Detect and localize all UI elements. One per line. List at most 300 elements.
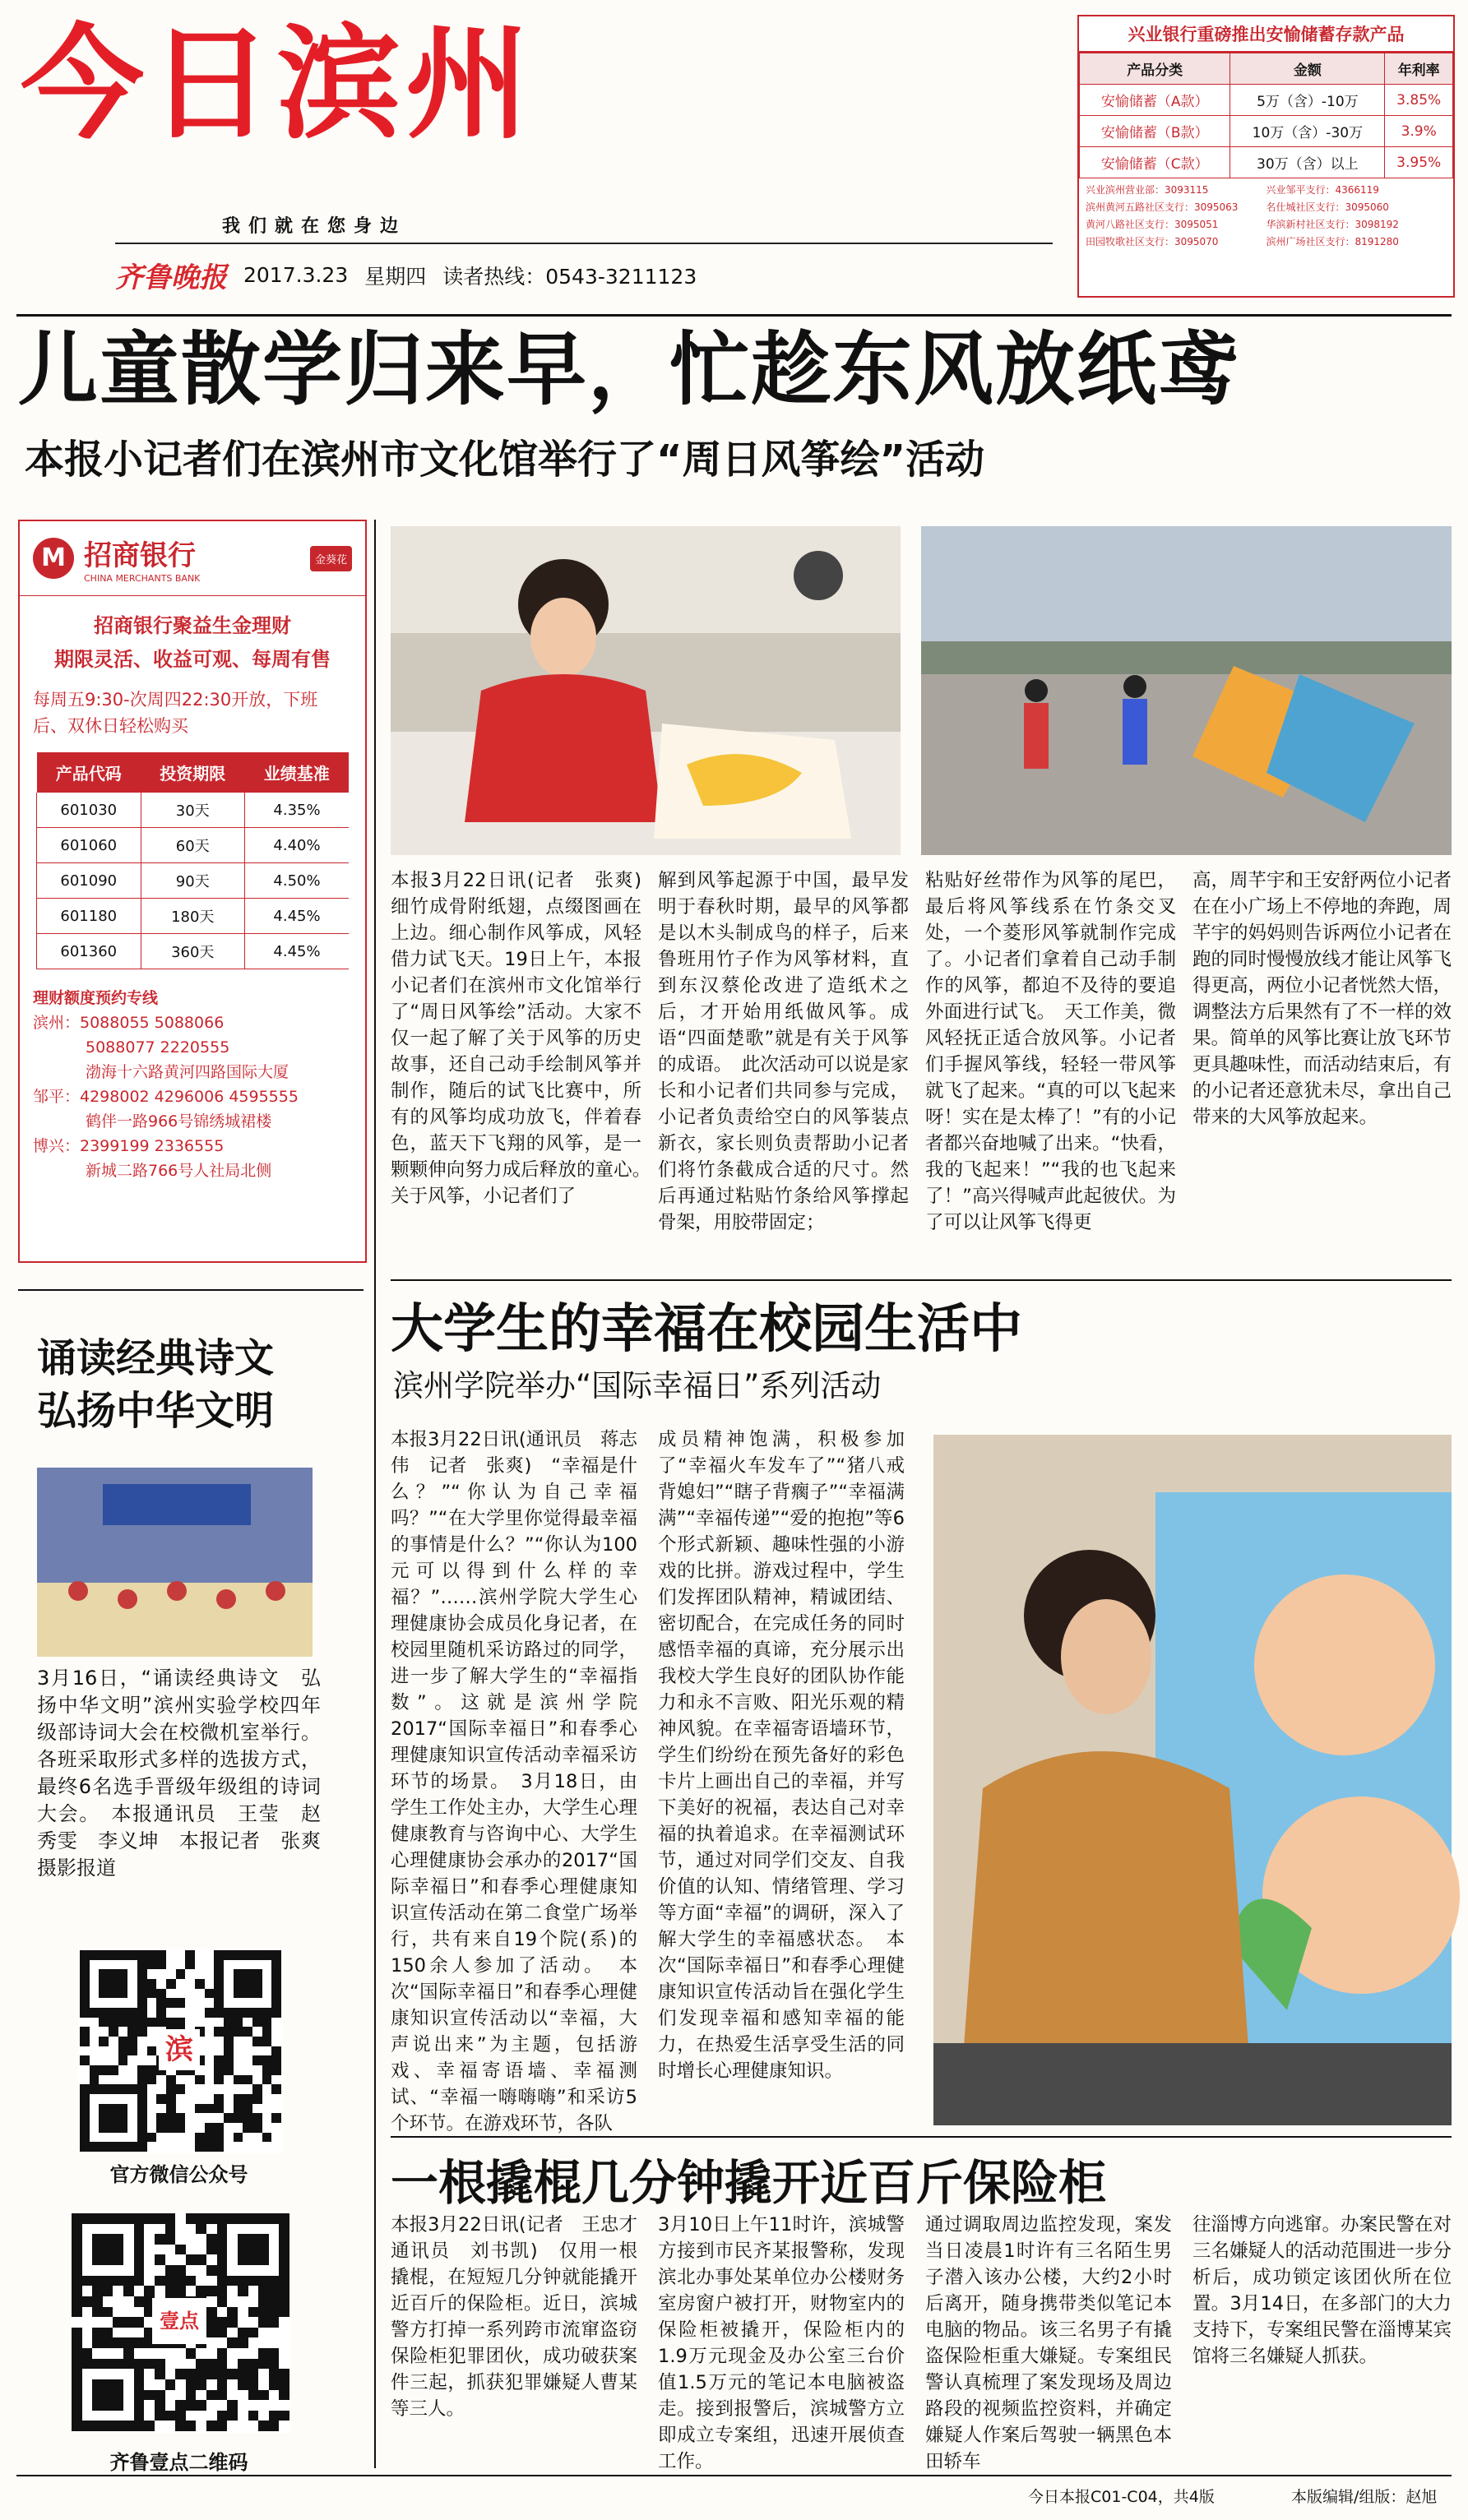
qr-module: [206, 2224, 217, 2235]
qr-module: [103, 2348, 113, 2359]
qr-module: [269, 2213, 280, 2224]
qr-module: [243, 1960, 252, 1970]
qr-module: [196, 2421, 206, 2431]
term-cell: 60天: [141, 828, 245, 863]
qr-module: [269, 2421, 280, 2431]
qr-module: [206, 2369, 217, 2379]
qr-module: [134, 2421, 145, 2431]
qr-module: [82, 2348, 93, 2359]
qr-module: [176, 1989, 186, 1999]
qr-module: [217, 2379, 228, 2390]
qr-module: [137, 1969, 147, 1979]
qr-module: [147, 1960, 157, 1970]
qr-module: [109, 2055, 118, 2065]
qr-module: [166, 2084, 176, 2094]
qr-module: [258, 2421, 269, 2431]
qr-module: [186, 2213, 197, 2224]
table-row: [37, 934, 350, 969]
story3-column: 通过调取周边监控发现，案发当日凌晨1时许有三名陌生男子潜入该办公楼，大约2小时后离开，随身携带类似笔记本电脑的物品。该三名男子有撬盗保险柜重大嫌疑。专案组民警认真梳理了案发现场及周边路段的视频监控资料，并确定嫌疑人作案后驾驶一辆黑色本田轿车: [925, 2214, 1172, 2472]
qr-module: [258, 2359, 269, 2370]
qr-module: [186, 2359, 197, 2370]
qr-module: [217, 2400, 228, 2411]
story2-rule: [391, 1279, 1452, 1281]
qr-module: [279, 2421, 289, 2431]
qr-module: [165, 2254, 176, 2265]
qr-module: [269, 2307, 280, 2318]
qr-module: [252, 1969, 262, 1979]
qr-module: [118, 2094, 128, 2104]
qr-module: [214, 2084, 224, 2094]
qr-module: [155, 2224, 165, 2235]
qr-module: [127, 2094, 137, 2104]
wechat-qr-label: 官方微信公众号: [109, 2163, 248, 2186]
qr-module: [234, 2046, 243, 2056]
qr-module: [166, 1960, 176, 1970]
yield-cell: 4.40%: [245, 828, 350, 863]
qr-module: [176, 2104, 186, 2114]
qr-module: [206, 2411, 217, 2421]
hotline-line: 鹤伴一路966号锦绣城裙楼: [86, 1112, 272, 1131]
qr-module: [147, 2008, 157, 2018]
qr-module: [123, 2265, 134, 2276]
qr-module: [156, 2113, 166, 2123]
qr-module: [279, 2296, 289, 2307]
qr-module: [92, 2421, 103, 2431]
qr-module: [234, 1969, 243, 1979]
qr-module: [206, 2307, 217, 2318]
cmb-bank-ad[interactable]: [18, 520, 367, 1263]
hotline-line: 渤海十六路黄河四路国际大厦: [86, 1063, 289, 1081]
qr-module: [155, 2348, 165, 2359]
qr-module: [103, 2337, 113, 2348]
qr-module: [252, 2094, 262, 2104]
xingye-branch-list: [1079, 178, 1453, 254]
qr-module: [262, 2123, 272, 2133]
qr-module: [80, 1950, 90, 1960]
qr-module: [123, 2286, 134, 2296]
qr-module: [205, 2027, 215, 2037]
qr-module: [186, 2379, 197, 2390]
qr-module: [127, 1989, 137, 1999]
qr-module: [185, 2094, 195, 2104]
qr-module: [103, 2265, 113, 2276]
qr-module: [205, 2008, 215, 2018]
qr-module: [243, 2075, 252, 2085]
qr-module: [234, 2075, 243, 2085]
qr-module: [214, 2055, 224, 2065]
qr-module: [109, 2104, 118, 2114]
qr-module: [186, 2234, 197, 2245]
qr-module: [134, 2307, 145, 2318]
qr-module: [99, 2084, 109, 2094]
qr-module: [147, 1950, 157, 1960]
qr-module: [99, 1950, 109, 1960]
hotline-line: 邹平：4298002 4296006 4595555: [33, 1088, 299, 1106]
qr-module: [118, 2008, 128, 2018]
qr-module: [176, 2142, 186, 2152]
qr-module: [248, 2328, 259, 2338]
qr-module: [269, 2224, 280, 2235]
qr-module: [72, 2296, 82, 2307]
qr-module: [175, 2390, 186, 2401]
qr-module: [82, 2224, 93, 2235]
qr-module: [123, 2245, 134, 2255]
xingye-header: 金额: [1230, 53, 1385, 85]
qr-module: [271, 2055, 281, 2065]
qr-module: [144, 2369, 155, 2379]
qr-module: [195, 2104, 205, 2114]
qr-module: [166, 2094, 176, 2104]
qr-module: [243, 1969, 252, 1979]
qr-module: [214, 2075, 224, 2085]
qr-module: [224, 2094, 234, 2104]
qr-module: [262, 2065, 272, 2075]
qr-module: [99, 1979, 109, 1989]
qr-module: [279, 2265, 289, 2276]
qr-module: [214, 1979, 224, 1989]
qr-module: [155, 2421, 165, 2431]
qr-module: [234, 2142, 243, 2152]
qr-module: [166, 1950, 176, 1960]
qr-module: [262, 1989, 272, 1999]
qr-module: [156, 2104, 166, 2114]
cmb-product-tagline: 期限灵活、收益可观、每周有售: [54, 648, 331, 671]
qr-module: [109, 2123, 118, 2133]
qr-module: [252, 1998, 262, 2008]
qr-module: [206, 2276, 217, 2286]
qr-module: [156, 1989, 166, 1999]
qr-module: [113, 2421, 123, 2431]
qr-module: [196, 2400, 206, 2411]
qr-module: [185, 2133, 195, 2143]
branch-item: 华滨新村社区支行：3098192: [1266, 219, 1399, 230]
qr-module: [147, 2133, 157, 2143]
story1-column: 本报3月22日讯(记者 张爽) 细竹成骨附纸翅，点缀图画在上边。细心制作风筝成，风轻借力试飞天。19日上午，本报小记者们在滨州市文化馆举行了“周日风筝绘”活动。大家不仅一起了解了关于风筝的历史故事，还自己动手绘制风筝并制作，随后的试飞比赛中，所有的风筝均成功放飞，伴着春色，蓝天下飞翔的风筝，是一颗颗伸向努力成后释放的童心。 关于风筝，小记者们了: [391, 870, 660, 1207]
xingye-bank-ad[interactable]: [1077, 15, 1455, 298]
qr-module: [90, 2104, 100, 2114]
qr-module: [80, 2094, 90, 2104]
qr-module: [185, 1969, 195, 1979]
qr-module: [205, 1989, 215, 1999]
qr-module: [214, 2133, 224, 2143]
qr-module: [243, 2084, 252, 2094]
qr-module: [80, 2075, 90, 2085]
qr-module: [165, 2348, 176, 2359]
qr-module: [156, 1960, 166, 1970]
qr-module: [234, 2008, 243, 2018]
qr-module: [127, 2037, 137, 2046]
qr-module: [109, 1950, 118, 1960]
hotline-line: 博兴：2399199 2336555: [33, 1137, 225, 1155]
qr-module: [227, 2390, 238, 2401]
qr-module: [99, 2027, 109, 2037]
qr-module: [269, 2245, 280, 2255]
qr-module: [99, 2094, 109, 2104]
qr-module: [195, 1969, 205, 1979]
qr-module: [147, 2046, 157, 2056]
footer-editor: 本版编辑/组版：赵旭: [1291, 2488, 1438, 2506]
qr-module: [224, 2027, 234, 2037]
qr-module: [127, 2084, 137, 2094]
product-cell: 安愉储蓄（B款）: [1080, 116, 1230, 147]
qr-module: [103, 2296, 113, 2307]
qr-module: [127, 2113, 137, 2123]
qr-module: [155, 2390, 165, 2401]
qr-module: [134, 2245, 145, 2255]
qr-module: [123, 2317, 134, 2328]
qr-module: [90, 1979, 100, 1989]
qr-module: [82, 2400, 93, 2411]
qr-module: [224, 1989, 234, 1999]
qr-module: [103, 2390, 113, 2401]
qr-module: [113, 2213, 123, 2224]
qr-module: [175, 2213, 186, 2224]
qr-module: [109, 2142, 118, 2152]
qr-module: [113, 2379, 123, 2390]
hotline-title: 理财额度预约专线: [33, 989, 159, 1007]
qr-module: [205, 2123, 215, 2133]
qr-module: [234, 2133, 243, 2143]
qr-module: [206, 2213, 217, 2224]
qr-module: [238, 2286, 248, 2296]
qr-module: [238, 2213, 248, 2224]
qr-module: [92, 2213, 103, 2224]
cmb-product-table: [36, 752, 349, 969]
qilu-qr-code[interactable]: [70, 2212, 288, 2430]
qr-module: [214, 1969, 224, 1979]
qr-module: [262, 2084, 272, 2094]
qr-module: [127, 2055, 137, 2065]
qr-module: [90, 1969, 100, 1979]
qr-module: [214, 2094, 224, 2104]
qr-module: [227, 2359, 238, 2370]
qr-module: [144, 2379, 155, 2390]
table-row: [37, 793, 350, 828]
qr-module: [196, 2224, 206, 2235]
product-cell: 安愉储蓄（A款）: [1080, 85, 1230, 116]
qr-module: [82, 2369, 93, 2379]
qr-module: [248, 2348, 259, 2359]
qr-module: [165, 2421, 176, 2431]
qr-module: [227, 2317, 238, 2328]
qr-module: [92, 2317, 103, 2328]
qr-module: [176, 2123, 186, 2133]
qr-module: [271, 1969, 281, 1979]
qr-module: [90, 1989, 100, 1999]
story2-title[interactable]: 大学生的幸福在校园生活中: [391, 1299, 1022, 1360]
qr-module: [206, 2296, 217, 2307]
qr-module: [103, 2369, 113, 2379]
branch-item: 名仕城社区支行：3095060: [1266, 201, 1389, 213]
masthead-rule: [115, 243, 1053, 244]
qr-module: [127, 2027, 137, 2037]
sunflower-badge: 金葵花: [310, 546, 352, 571]
qr-module: [99, 1960, 109, 1970]
qr-module: [113, 2245, 123, 2255]
qr-module: [243, 2046, 252, 2056]
qr-module: [147, 2123, 157, 2133]
qr-module: [258, 2400, 269, 2411]
qr-module: [243, 2094, 252, 2104]
qr-module: [185, 2008, 195, 2018]
wechat-qr-code[interactable]: [78, 1949, 280, 2150]
qr-module: [127, 2142, 137, 2152]
qr-module: [279, 2245, 289, 2255]
qr-module: [144, 2224, 155, 2235]
qr-module: [269, 2317, 280, 2328]
qr-module: [92, 2359, 103, 2370]
qr-module: [269, 2286, 280, 2296]
qr-module: [234, 2104, 243, 2114]
qr-module: [113, 2328, 123, 2338]
qr-module: [137, 2018, 147, 2028]
qr-module: [92, 2348, 103, 2359]
term-cell: 360天: [141, 934, 245, 969]
qr-module: [127, 2046, 137, 2056]
qr-module: [248, 2224, 259, 2235]
qr-module: [252, 2027, 262, 2037]
qr-module: [92, 2369, 103, 2379]
qr-module: [234, 1989, 243, 1999]
qr-module: [166, 1989, 176, 1999]
qr-module: [147, 2018, 157, 2028]
qr-module: [123, 2359, 134, 2370]
qr-module: [269, 2234, 280, 2245]
qr-module: [175, 2369, 186, 2379]
cmb-logo-icon: M: [33, 538, 74, 579]
qilu-qr-label: 齐鲁壹点二维码: [109, 2451, 248, 2474]
amount-cell: 30万（含）以上: [1230, 147, 1385, 178]
qr-module: [258, 2213, 269, 2224]
story1-column: 解到风筝起源于中国，最早发明于春秋时期，最早的风筝都是以木头制成鸟的样子，后来鲁班用竹子作为风筝材料，直到东汉蔡伦改进了造纸术之后，才开始用纸做风筝。成语“四面楚歌”就是有关于风筝的成语。 此次活动可以说是家长和小记者们共同参与完成，小记者负责给空白的风筝装点新衣，家长则负责帮助小记者们将竹条截成合适的尺寸。然后再通过粘贴竹条给风筝撑起骨架，用胶带固定；: [658, 870, 909, 1233]
qr-module: [123, 2213, 134, 2224]
qr-module: [82, 2213, 93, 2224]
qr-module: [118, 2075, 128, 2085]
qr-module: [127, 2104, 137, 2114]
qr-module: [165, 2369, 176, 2379]
qr-module: [118, 1979, 128, 1989]
qr-module: [99, 2055, 109, 2065]
qr-module: [123, 2328, 134, 2338]
issue-date: 2017.3.23: [243, 263, 349, 287]
qr-module: [269, 2276, 280, 2286]
qr-module: [92, 2337, 103, 2348]
qr-module: [262, 2018, 272, 2028]
story3-title[interactable]: 一根撬棍几分钟撬开近百斤保险柜: [391, 2155, 1107, 2211]
qr-module: [205, 2075, 215, 2085]
qr-module: [113, 2276, 123, 2286]
qr-module: [196, 2286, 206, 2296]
side-story-title[interactable]: [37, 1332, 274, 1437]
qr-module: [186, 2348, 197, 2359]
qr-module: [185, 2018, 195, 2028]
qr-module: [234, 2094, 243, 2104]
amount-cell: 10万（含）-30万: [1230, 116, 1385, 147]
qr-module: [99, 2123, 109, 2133]
qr-module: [185, 1998, 195, 2008]
qr-module: [134, 2234, 145, 2245]
qr-module: [262, 1998, 272, 2008]
qr-module: [185, 2113, 195, 2123]
qr-module: [252, 1979, 262, 1989]
qr-module: [252, 2133, 262, 2143]
qr-module: [137, 2113, 147, 2123]
qr-module: [80, 2037, 90, 2046]
qr-module: [82, 2245, 93, 2255]
qr-module: [195, 2018, 205, 2028]
qr-module: [166, 2123, 176, 2133]
qr-module: [217, 2245, 228, 2255]
qr-module: [205, 2055, 215, 2065]
masthead-title: 今日滨州: [21, 13, 535, 156]
qr-module: [103, 2245, 113, 2255]
qr-module: [147, 2065, 157, 2075]
qr-module: [82, 2390, 93, 2401]
qr-module: [224, 1950, 234, 1960]
qr-module: [206, 2337, 217, 2348]
qr-module: [248, 2400, 259, 2411]
qr-module: [205, 2018, 215, 2028]
qr-module: [205, 2037, 215, 2046]
qr-module: [90, 2008, 100, 2018]
qr-module: [127, 2018, 137, 2028]
qr-module: [165, 2234, 176, 2245]
xingye-header: 产品分类: [1080, 53, 1230, 85]
student-painting-photo: [933, 1435, 1452, 2125]
qr-module: [99, 2037, 109, 2046]
qr-module: [176, 2075, 186, 2085]
qr-module: [155, 2359, 165, 2370]
qr-module: [113, 2307, 123, 2318]
qr-module: [206, 2400, 217, 2411]
code-cell: 601030: [37, 793, 141, 828]
qr-module: [175, 2359, 186, 2370]
qr-module: [99, 2018, 109, 2028]
qr-module: [113, 2411, 123, 2421]
qr-module: [258, 2390, 269, 2401]
qr-module: [144, 2359, 155, 2370]
qr-module: [206, 2348, 217, 2359]
qr-module: [103, 2234, 113, 2245]
qr-module: [262, 2133, 272, 2143]
qr-module: [165, 2276, 176, 2286]
qr-module: [206, 2317, 217, 2328]
qr-module: [205, 1950, 215, 1960]
qr-module: [80, 2065, 90, 2075]
qr-module: [271, 2113, 281, 2123]
qr-module: [279, 2400, 289, 2411]
qr-module: [238, 2276, 248, 2286]
qr-module: [262, 2037, 272, 2046]
qr-module: [234, 2018, 243, 2028]
qr-module: [227, 2307, 238, 2318]
headline-title[interactable]: 儿童散学归来早，忙趁东风放纸鸢: [18, 323, 1239, 416]
qr-module: [238, 2359, 248, 2370]
qr-module: [175, 2379, 186, 2390]
qr-module: [258, 2307, 269, 2318]
qr-module: [166, 2104, 176, 2114]
qr-module: [186, 2411, 197, 2421]
qr-module: [243, 1979, 252, 1989]
rate-cell: 3.9%: [1385, 116, 1453, 147]
qr-module: [186, 2390, 197, 2401]
qr-module: [113, 2369, 123, 2379]
qr-module: [271, 2094, 281, 2104]
qr-module: [206, 2379, 217, 2390]
qr-module: [227, 2400, 238, 2411]
qr-module: [144, 2213, 155, 2224]
qr-module: [147, 2113, 157, 2123]
